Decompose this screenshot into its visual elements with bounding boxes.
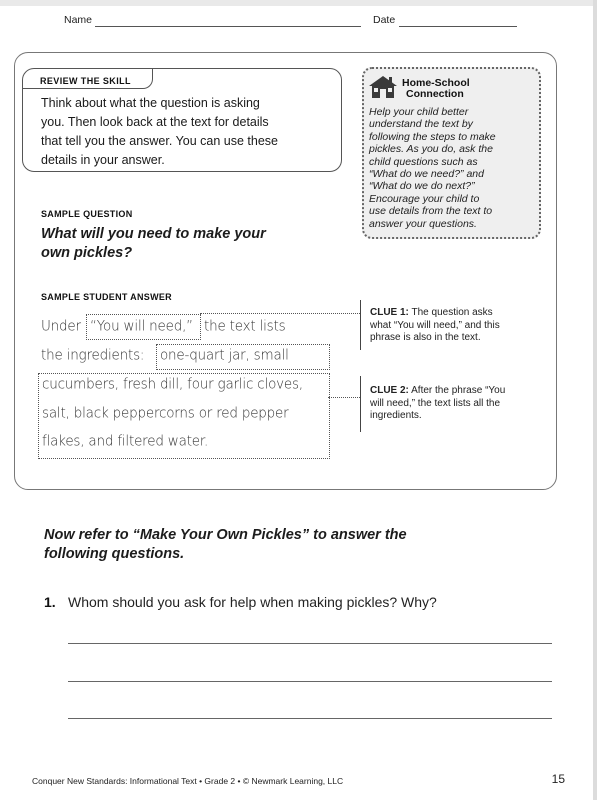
clue2-text-part: After the phrase “You [408,385,506,396]
clue2-line: ingredients. [370,410,422,421]
review-line: Think about what the question is asking [41,96,260,110]
date-label: Date [373,14,396,26]
home-school-line: pickles. As you do, ask the [369,143,493,156]
name-label: Name [64,14,93,26]
refer-line: Now refer to “Make Your Own Pickles” to answer the [44,527,407,543]
sample-question-line: own pickles? [41,245,133,261]
answer-text-highlighted: “You will need,” [90,317,193,335]
home-school-line: Encourage your child to [369,192,480,205]
sample-question-text [41,225,341,263]
answer-text-highlighted: cucumbers, fresh dill, four garlic cloves, [42,375,303,393]
clue1-text [370,307,540,345]
clue2-line: will need,” the text lists all the [370,397,501,409]
review-skill-text [41,94,337,170]
review-line: that tell you the answer. You can use these [41,134,278,148]
clue2-text [370,385,540,423]
review-line: details in your answer. [41,153,165,167]
sample-question-line: What will you need to make your [41,226,266,242]
answer-text-highlighted: salt, black peppercorns or red pepper [42,404,289,422]
clue1-line [370,307,540,320]
home-school-line: child questions such as [369,155,478,168]
answer-text-highlighted: one-quart jar, small [160,346,289,364]
page-edge-shadow [593,0,597,800]
footer-credit: Conquer New Standards: Informational Text • Grade 2 • © Newmark Learning, LLC [32,776,344,786]
answer-text: the ingredients: [41,346,145,364]
clue1-line: phrase is also in the text. [370,332,481,343]
home-school-text [369,106,531,230]
home-school-title-line: Home-School [402,77,470,89]
home-school-line: use details from the text to [369,205,493,218]
clue1-line: what “You will need,” and this [370,319,500,331]
home-school-line: answer your questions. [369,217,477,230]
clue2-line [370,385,540,398]
answer-line[interactable] [68,718,552,719]
clue1-label: CLUE 1: [370,307,409,318]
home-school-line: following the steps to make [369,130,496,143]
refer-instruction [44,526,524,564]
question-text: Whom should you ask for help when making pickles? Why? [68,594,437,610]
clue2-bracket [360,376,361,432]
home-school-title-line: Connection [406,88,464,100]
name-line [95,26,361,27]
clue1-bracket [360,300,361,350]
page-number: 15 [551,772,565,786]
home-school-line: “What do we do next?” [369,180,475,193]
date-line [399,26,517,27]
home-school-title [402,78,470,100]
clue2-connector [328,397,360,398]
answer-line[interactable] [68,643,552,644]
page-edge [0,0,597,6]
question-number: 1. [44,594,56,610]
refer-line: following questions. [44,546,185,562]
answer-text: the text lists [204,317,286,335]
answer-text-highlighted: flakes, and filtered water. [42,432,209,450]
home-school-line: understand the text by [369,118,473,131]
sample-question-label: SAMPLE QUESTION [41,209,133,219]
clue1-text-part: The question asks [408,307,493,318]
review-skill-heading: REVIEW THE SKILL [40,76,131,86]
home-school-line: Help your child better [369,106,469,118]
answer-line[interactable] [68,681,552,682]
review-line: you. Then look back at the text for details [41,115,269,129]
home-school-line: “What do we need?” and [369,168,484,181]
sample-answer-label: SAMPLE STUDENT ANSWER [41,292,172,302]
house-icon [367,74,399,100]
clue2-label: CLUE 2: [370,385,409,396]
answer-text: Under [41,317,81,335]
clue1-connector [200,313,360,314]
